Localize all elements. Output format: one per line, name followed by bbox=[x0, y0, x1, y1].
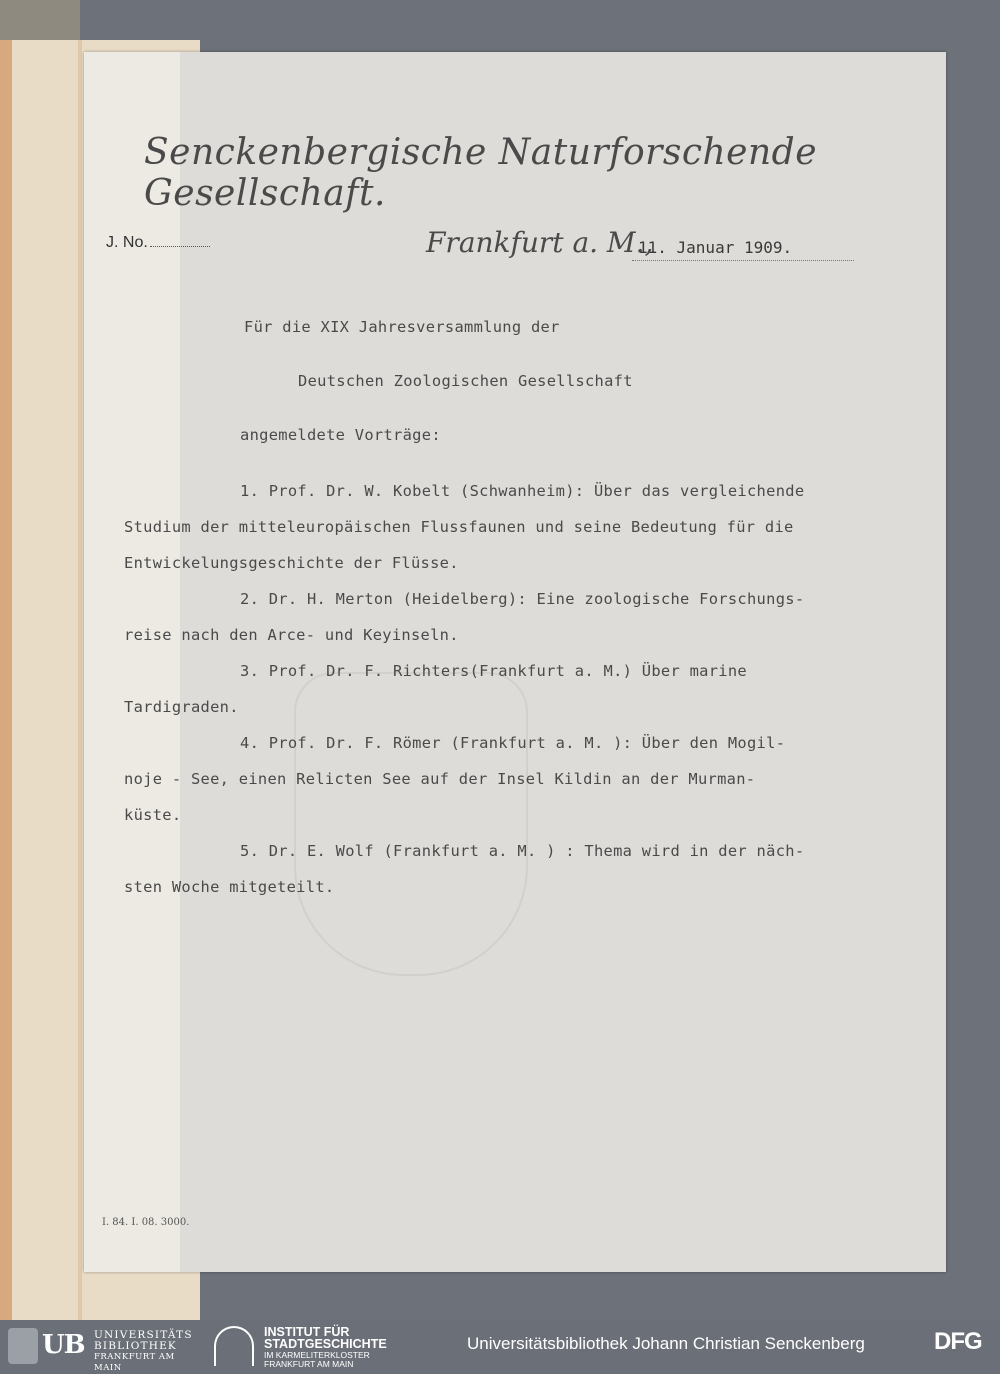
talk-4-line-3: küste. bbox=[124, 806, 182, 824]
institute-logo[interactable] bbox=[214, 1325, 404, 1369]
journal-number-line bbox=[150, 246, 210, 247]
institute-line-1: INSTITUT FÜR bbox=[264, 1325, 350, 1339]
dfg-logo[interactable]: DFG bbox=[934, 1328, 982, 1355]
talk-4-line-1: 4. Prof. Dr. F. Römer (Frankfurt a. M. ): Über den Mogil- bbox=[240, 734, 786, 752]
talk-5-line-2: sten Woche mitgeteilt. bbox=[124, 878, 335, 896]
printer-mark: I. 84. I. 08. 3000. bbox=[102, 1217, 190, 1228]
talk-2-line-2: reise nach den Arce- und Keyinseln. bbox=[124, 626, 459, 644]
talk-3-line-2: Tardigraden. bbox=[124, 698, 239, 716]
institute-subtitle bbox=[264, 1351, 370, 1368]
ub-wordmark bbox=[94, 1330, 204, 1374]
ub-line-1: UNIVERSITÄTS bbox=[94, 1329, 193, 1341]
letter-date: 11. Januar 1909. bbox=[638, 238, 793, 257]
talk-2-line-1: 2. Dr. H. Merton (Heidelberg): Eine zoologische Forschungs- bbox=[240, 590, 805, 608]
letterhead-society: Senckenbergische Naturforschende Gesellschaft. bbox=[144, 132, 817, 214]
journal-number-label: J. No. bbox=[106, 234, 148, 251]
talk-1-line-1: 1. Prof. Dr. W. Kobelt (Schwanheim): Über das vergleichende bbox=[240, 482, 805, 500]
letter-place: Frankfurt a. M., bbox=[426, 226, 654, 259]
footer-bar bbox=[0, 1320, 1000, 1373]
ub-line-3: FRANKFURT AM MAIN bbox=[94, 1352, 175, 1373]
institute-sub-line-1: IM KARMELITERKLOSTER bbox=[264, 1350, 370, 1360]
senckenberg-portrait-icon bbox=[8, 1328, 38, 1364]
talk-1-line-3: Entwickelungsgeschichte der Flüsse. bbox=[124, 554, 459, 572]
institute-name bbox=[264, 1326, 387, 1350]
ub-logo[interactable] bbox=[8, 1328, 204, 1373]
institute-line-2: STADTGESCHICHTE bbox=[264, 1337, 387, 1351]
faded-seal-stamp bbox=[294, 672, 528, 976]
institute-sub-line-2: FRANKFURT AM MAIN bbox=[264, 1358, 354, 1369]
talk-4-line-2: noje - See, einen Relicten See auf der Insel Kildin an der Murman- bbox=[124, 770, 756, 788]
talk-3-line-1: 3. Prof. Dr. F. Richters(Frankfurt a. M.) Über marine bbox=[240, 662, 747, 680]
footer-library-title[interactable]: Universitätsbibliothek Johann Christian Senckenberg bbox=[467, 1334, 865, 1353]
binder-edge bbox=[0, 40, 12, 1320]
heading-line-1: Für die XIX Jahresversammlung der bbox=[244, 318, 560, 336]
arch-icon bbox=[214, 1326, 254, 1366]
ub-line-2: BIBLIOTHEK bbox=[94, 1340, 177, 1352]
talk-1-line-2: Studium der mitteleuropäischen Flussfaunen und seine Bedeutung für die bbox=[124, 518, 794, 536]
date-underline bbox=[632, 260, 854, 261]
ub-mark: UB bbox=[42, 1330, 85, 1360]
binder-fold bbox=[78, 40, 82, 1320]
heading-line-2: Deutschen Zoologischen Gesellschaft bbox=[298, 372, 633, 390]
talk-5-line-1: 5. Dr. E. Wolf (Frankfurt a. M. ) : Thema wird in der näch- bbox=[240, 842, 805, 860]
letter-page bbox=[84, 52, 946, 1272]
journal-number bbox=[106, 234, 210, 252]
heading-line-3: angemeldete Vorträge: bbox=[240, 426, 441, 444]
